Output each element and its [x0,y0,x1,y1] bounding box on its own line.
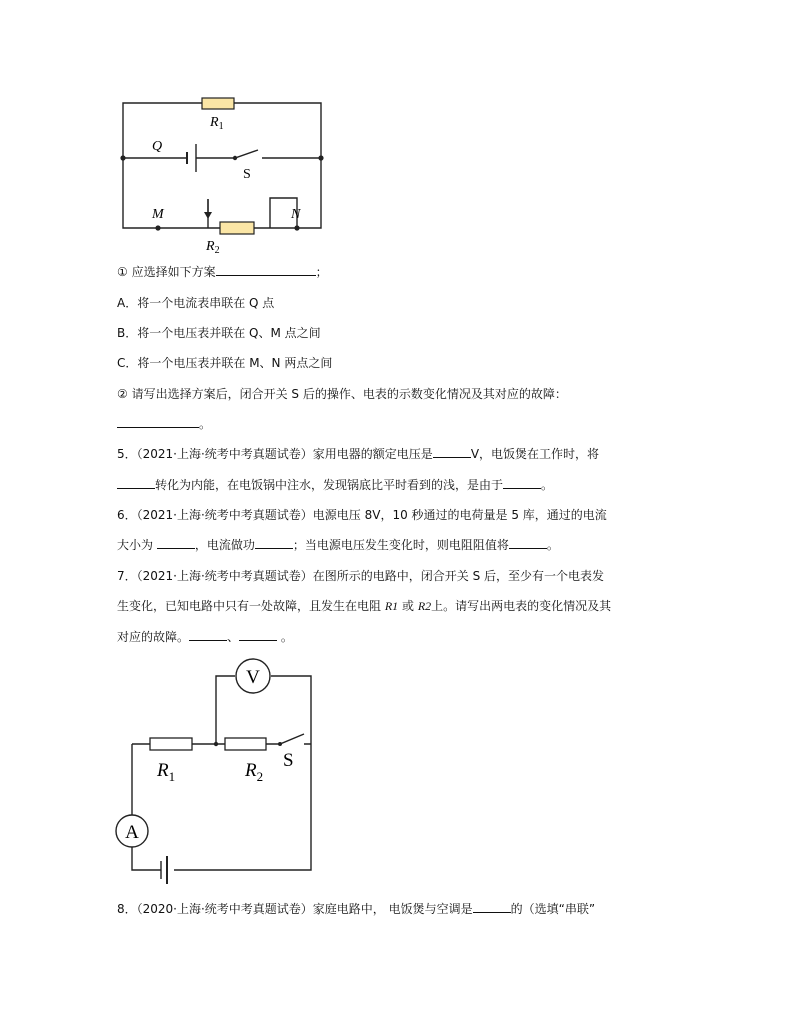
label-r2: $R_2$ [206,239,220,256]
q6-line1: 6．（2021·上海·统考中考真题试卷）电源电压 8V，10 秒通过的电荷量是 5 库，通过的电流 [117,508,607,522]
q4-option-b: B．将一个电压表并联在 Q、M 点之间 [117,326,321,340]
q5-line2: 转化为内能，在电饭锅中注水，发现锅底比平时看到的浅，是由于 。 [117,477,553,493]
label-n: N [291,207,301,222]
resistor-r1 [202,98,234,109]
q4-sub1: ① 应选择如下方案 ； [117,265,328,279]
label-r1: $R_1$ [157,760,176,784]
q4-sub2-answer: 。 [117,416,211,432]
r1-symbol: R1 [384,599,399,613]
q8-line1: 8．（2020·上海·统考中考真题试卷）家庭电路中， 电饭煲与空调是 的（选填“串联” [117,902,596,916]
q4-option-a: A．将一个电流表串联在 Q 点 [117,296,275,310]
q6-line2: 大小为 ，电流做功 ；当电源电压发生变化时，则电阻阻值将 。 [117,538,559,552]
answer-blank[interactable] [189,629,227,641]
answer-blank[interactable] [433,446,471,458]
answer-blank[interactable] [509,537,547,549]
answer-blank[interactable] [216,264,316,276]
q4-option-c: C．将一个电压表并联在 M、N 两点之间 [117,356,333,370]
answer-blank[interactable] [117,416,199,428]
answer-blank[interactable] [255,537,293,549]
resistor-r1 [150,738,192,750]
answer-blank[interactable] [157,537,195,549]
answer-blank[interactable] [239,629,277,641]
label-r1: $R_1$ [210,115,224,132]
q4-sub2: ② 请写出选择方案后，闭合开关 S 后的操作、电表的示数变化情况及其对应的故障： [117,387,567,401]
circuit-diagram-2 [110,654,320,886]
label-r2: $R_2$ [245,760,264,784]
label-a: A [125,822,139,843]
rheostat-r2 [220,222,254,234]
r2-symbol: R2 [417,599,432,613]
label-s: S [243,167,251,182]
resistor-r2 [225,738,266,750]
q7-line3: 对应的故障。 、 。 [117,630,293,644]
answer-blank[interactable] [473,901,511,913]
q5-line1: 5．（2021·上海·统考中考真题试卷）家用电器的额定电压是 V，电饭煲在工作时，将 [117,447,600,461]
label-s: S [283,750,294,771]
circuit-diagram-1 [110,88,340,258]
answer-blank[interactable] [117,477,155,489]
label-v: V [246,667,260,688]
q7-line2: 生变化，已知电路中只有一处故障，且发生在电阻 R1 或 R2上。请写出两电表的变化情况及其 [117,599,612,613]
label-m: M [152,207,164,222]
label-q: Q [152,139,163,154]
answer-blank[interactable] [503,477,541,489]
q7-line1: 7．（2021·上海·统考中考真题试卷）在图所示的电路中，闭合开关 S 后，至少有一个电表发 [117,569,605,583]
